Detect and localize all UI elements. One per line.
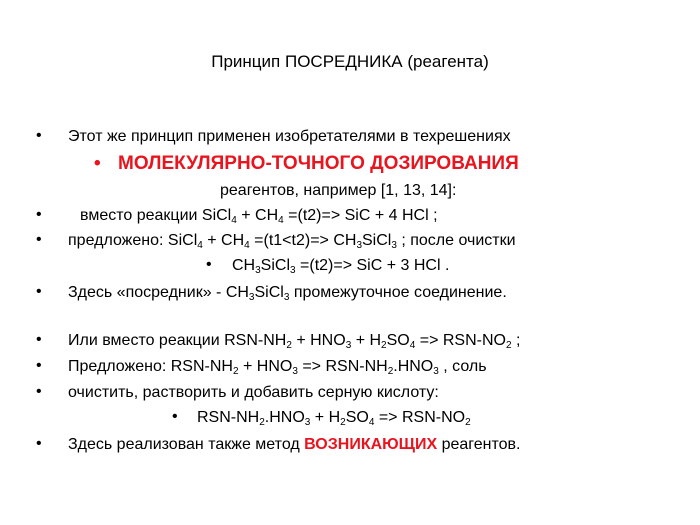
bullet-9: • (36, 357, 42, 374)
bullet-6: • (206, 256, 212, 273)
bullet-2: • (94, 153, 101, 174)
highlight-word: ВОЗНИКАЮЩИХ (304, 436, 438, 453)
text-line-10: очистить, растворить и добавить серную кислоту: (68, 384, 439, 401)
text-line-5: предложено: SiCl$_4$ + $CH_4 =(t1<t2)=>$ $CH_3SiCl_3$ ; после очистки (68, 232, 516, 251)
bullet-4: • (36, 206, 42, 223)
bullet-1: • (36, 127, 42, 144)
bullet-8: • (36, 331, 42, 348)
text-line-12: Здесь реализован также метод ВОЗНИКАЮЩИХ реагентов. (68, 436, 521, 453)
bullet-12: • (36, 435, 42, 452)
bullet-7: • (36, 283, 42, 300)
bullet-10: • (36, 383, 42, 400)
text-line-8: Или вместо реакции RSN-$NH_2 + HNO_3 + H_2SO_4 => RSN-NO_2$ ; (68, 332, 521, 351)
text-line-4: вместо реакции SiCl$_4$ + $CH_4 =(t2)=>$ SiC + 4 HCl ; (80, 207, 438, 226)
text-line-6: $CH_3SiCl_3 =(t2)=>$ SiC + 3 HCl . (232, 257, 450, 276)
slide-title: Принцип ПОСРЕДНИКА (реагента) (211, 52, 489, 71)
text-line-9: Предложено: RSN-$NH_2 + HNO_3 => RSN-NH_2.HNO_3$ , соль (68, 358, 487, 377)
text-line-7: Здесь «посредник» - $CH_3SiCl_3$ промежуточное соединение. (68, 284, 507, 303)
text-line-1: Этот же принцип применен изобретателями в техрешениях (68, 128, 511, 145)
bullet-5: • (36, 231, 42, 248)
bullet-11: • (172, 408, 178, 425)
text-line-11: RSN-$NH_2.HNO_3 + H_2SO_4 => RSN-NO_2$ (197, 409, 471, 428)
text-line-2-highlight: МОЛЕКУЛЯРНО-ТОЧНОГО ДОЗИРОВАНИЯ (118, 153, 519, 174)
text-line-3: реагентов, например [1, 13, 14]: (220, 182, 457, 199)
